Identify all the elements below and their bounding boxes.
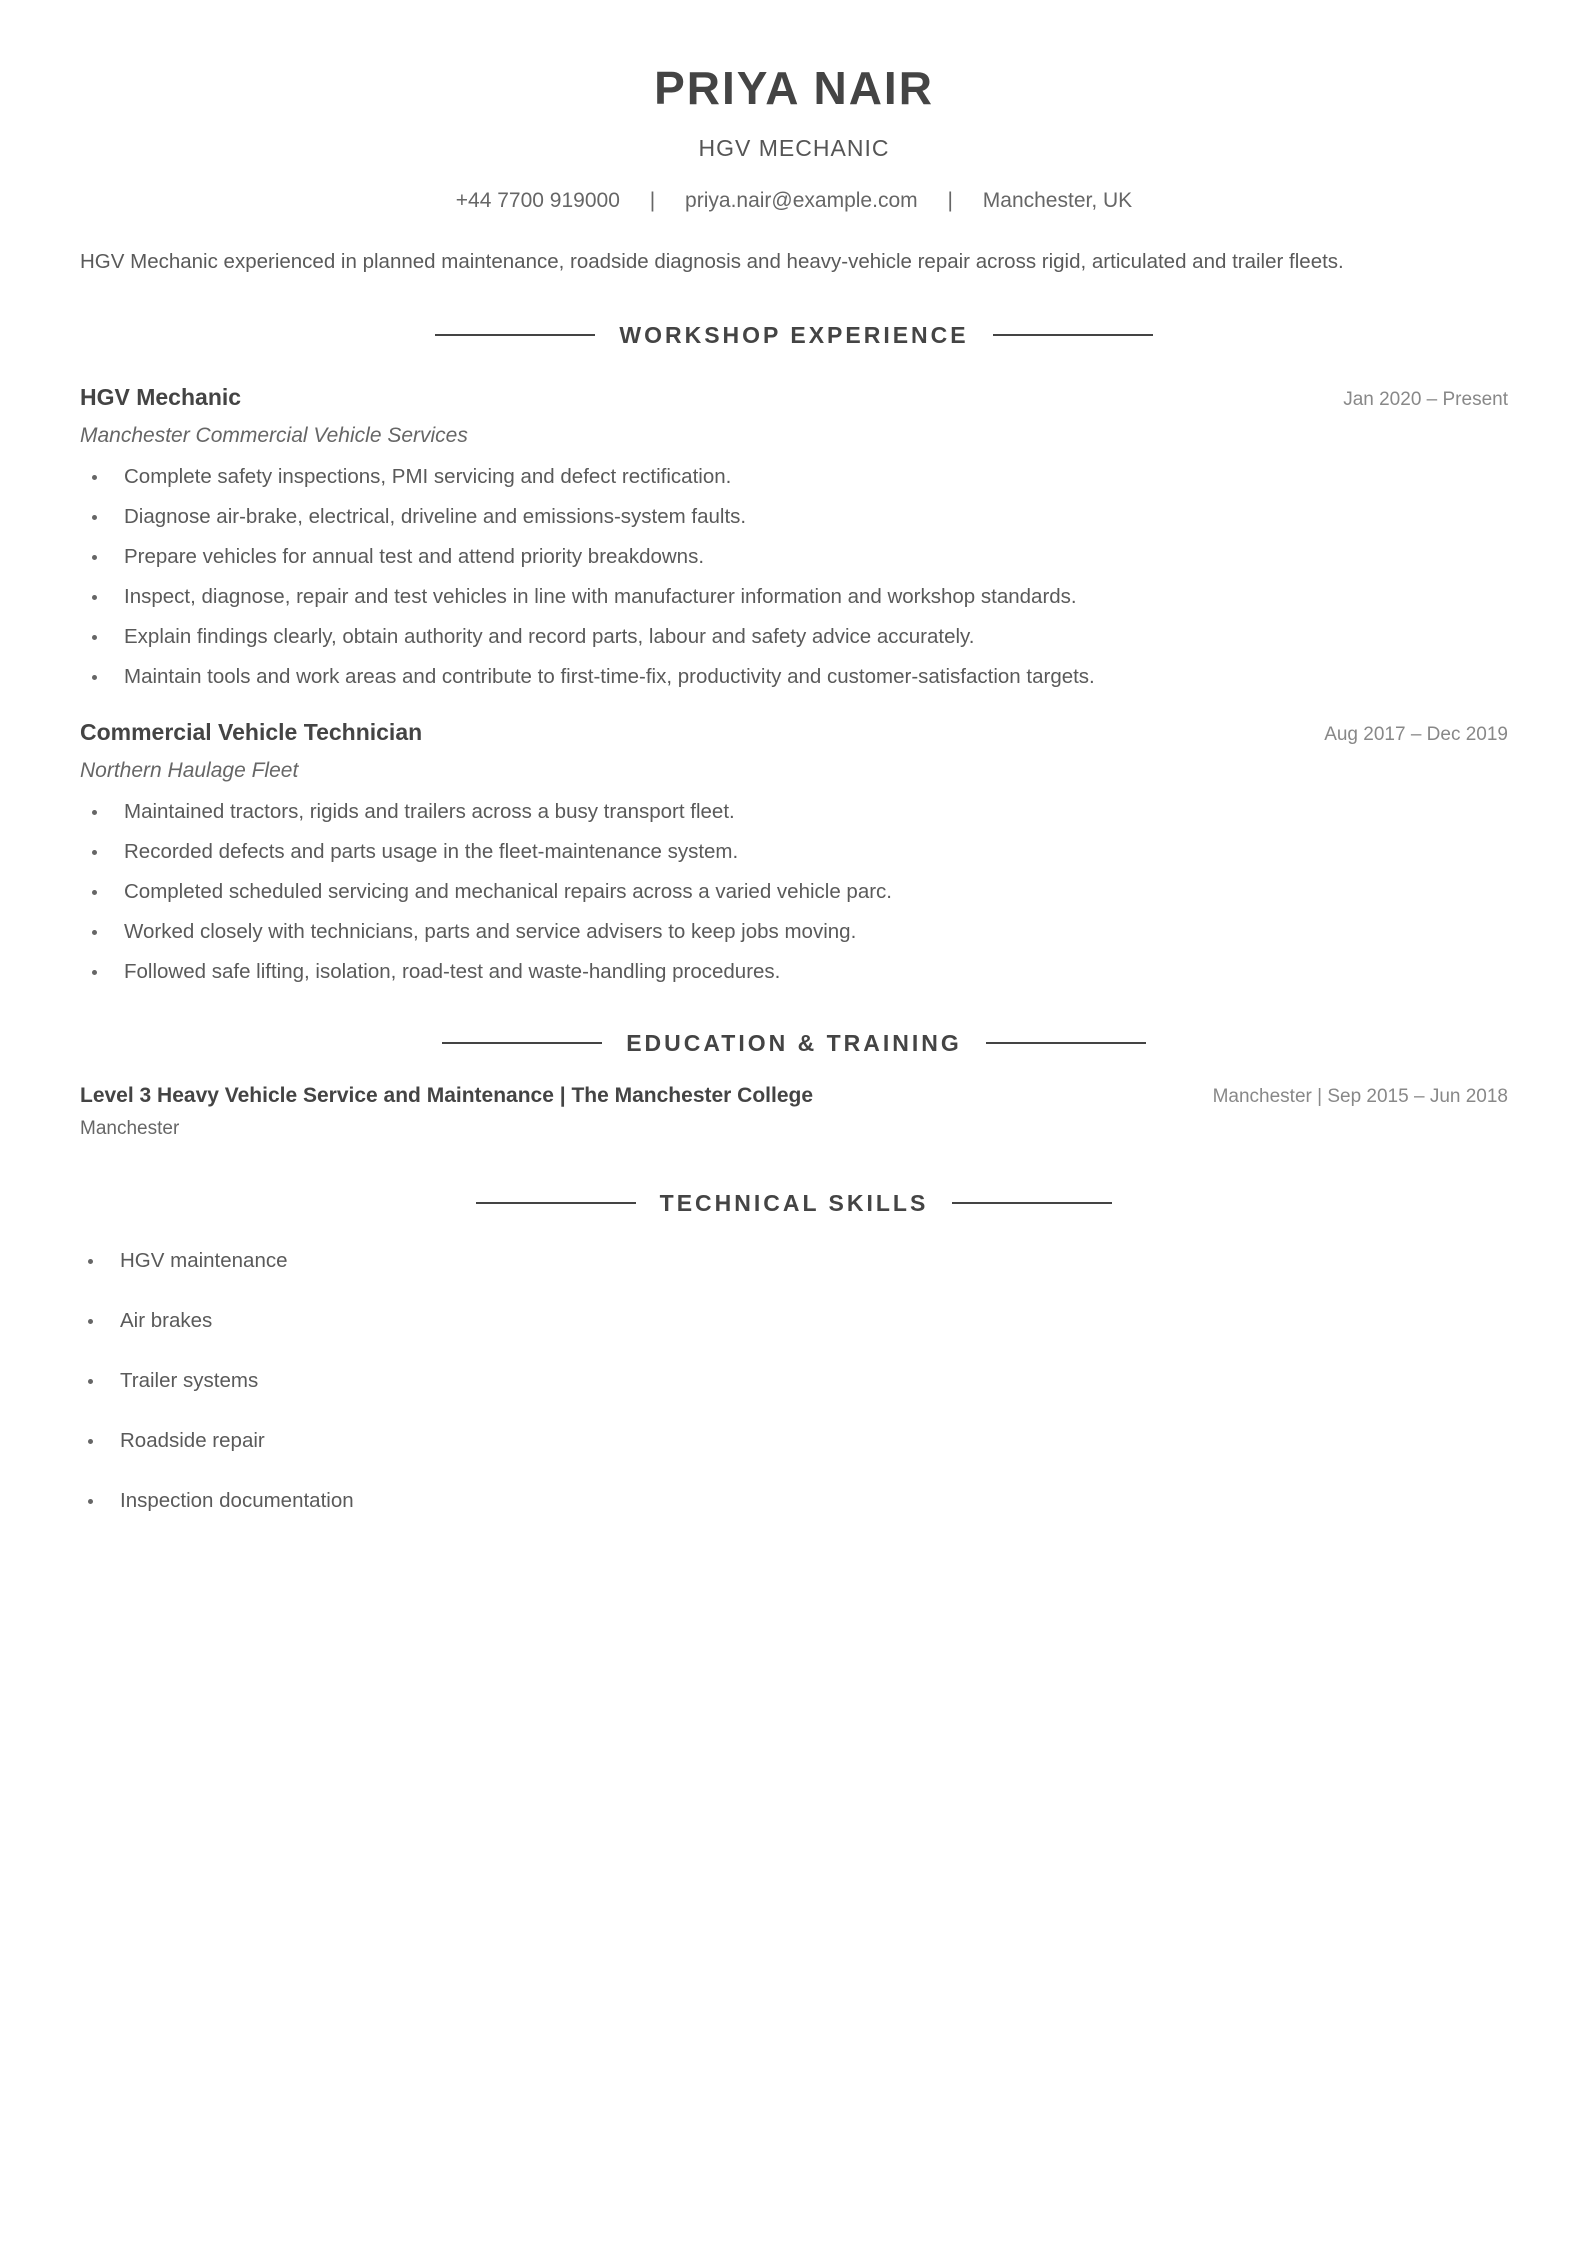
resume-header [80, 60, 1508, 214]
skill-item: Air brakes [120, 1308, 1508, 1334]
candidate-name: PRIYA NAIR [654, 62, 934, 114]
skills-list [80, 1248, 1508, 1514]
heading-rule-right [993, 334, 1153, 336]
contact-separator: | [947, 189, 953, 212]
contact-phone: +44 7700 919000 [455, 189, 620, 212]
job-entry [80, 384, 1508, 697]
heading-rule-left [435, 334, 595, 336]
job-bullet: Followed safe lifting, isolation, road-test and waste-handling procedures. [124, 952, 1508, 992]
job-entry [80, 719, 1508, 992]
job-header [80, 719, 1508, 746]
section-heading-experience [80, 320, 1508, 350]
contact-separator: | [649, 189, 656, 212]
job-title: HGV Mechanic [80, 384, 242, 410]
skill-item: Inspection documentation [120, 1488, 1508, 1514]
education-header [80, 1084, 1508, 1108]
job-header [80, 384, 1508, 411]
section-title-education: EDUCATION & TRAINING [626, 1029, 962, 1056]
professional-summary: HGV Mechanic experienced in planned maintenance, roadside diagnosis and heavy-vehicle repair across rigid, articulated and trailer fleets. [80, 250, 1344, 273]
job-bullet-list [80, 792, 1508, 992]
job-bullet: Complete safety inspections, PMI servicing and defect rectification. [124, 457, 1508, 497]
job-bullet: Completed scheduled servicing and mechanical repairs across a varied vehicle parc. [124, 872, 1508, 912]
heading-rule-right [986, 1042, 1146, 1044]
job-company: Northern Haulage Fleet [80, 759, 299, 782]
job-bullet: Explain findings clearly, obtain authority and record parts, labour and safety advice accurately. [124, 617, 1508, 657]
section-heading-education [80, 1028, 1508, 1058]
job-company: Manchester Commercial Vehicle Services [80, 424, 468, 447]
job-bullet: Diagnose air-brake, electrical, driveline and emissions-system faults. [124, 497, 1508, 537]
skill-item: HGV maintenance [120, 1248, 1508, 1274]
contact-email[interactable]: priya.nair@example.com [685, 189, 918, 212]
heading-rule-left [476, 1202, 636, 1204]
section-title-skills: TECHNICAL SKILLS [659, 1189, 929, 1216]
job-bullet: Inspect, diagnose, repair and test vehicles in line with manufacturer information and workshop standards. [124, 577, 1508, 617]
skill-item: Roadside repair [120, 1428, 1508, 1454]
education-meta: Manchester | Sep 2015 – Jun 2018 [1212, 1086, 1508, 1107]
job-bullet: Maintained tractors, rigids and trailers across a busy transport fleet. [124, 792, 1508, 832]
job-bullet-list [80, 457, 1508, 697]
job-dates: Jan 2020 – Present [1343, 389, 1508, 410]
job-bullet: Worked closely with technicians, parts and service advisers to keep jobs moving. [124, 912, 1508, 952]
job-dates: Aug 2017 – Dec 2019 [1324, 724, 1508, 745]
job-bullet: Prepare vehicles for annual test and attend priority breakdowns. [124, 537, 1508, 577]
section-heading-skills [80, 1188, 1508, 1218]
candidate-title: HGV MECHANIC [698, 135, 890, 161]
education-entry [80, 1084, 1508, 1140]
education-location: Manchester [80, 1118, 180, 1139]
heading-rule-right [952, 1202, 1112, 1204]
contact-line [80, 188, 1508, 214]
heading-rule-left [442, 1042, 602, 1044]
contact-location: Manchester, UK [982, 189, 1133, 212]
job-title: Commercial Vehicle Technician [80, 719, 423, 745]
job-bullet: Maintain tools and work areas and contribute to first-time-fix, productivity and customer-satisfaction targets. [124, 657, 1508, 697]
education-title: Level 3 Heavy Vehicle Service and Maintenance | The Manchester College [80, 1084, 814, 1107]
job-bullet: Recorded defects and parts usage in the fleet-maintenance system. [124, 832, 1508, 872]
section-title-experience: WORKSHOP EXPERIENCE [619, 321, 969, 348]
skill-item: Trailer systems [120, 1368, 1508, 1394]
